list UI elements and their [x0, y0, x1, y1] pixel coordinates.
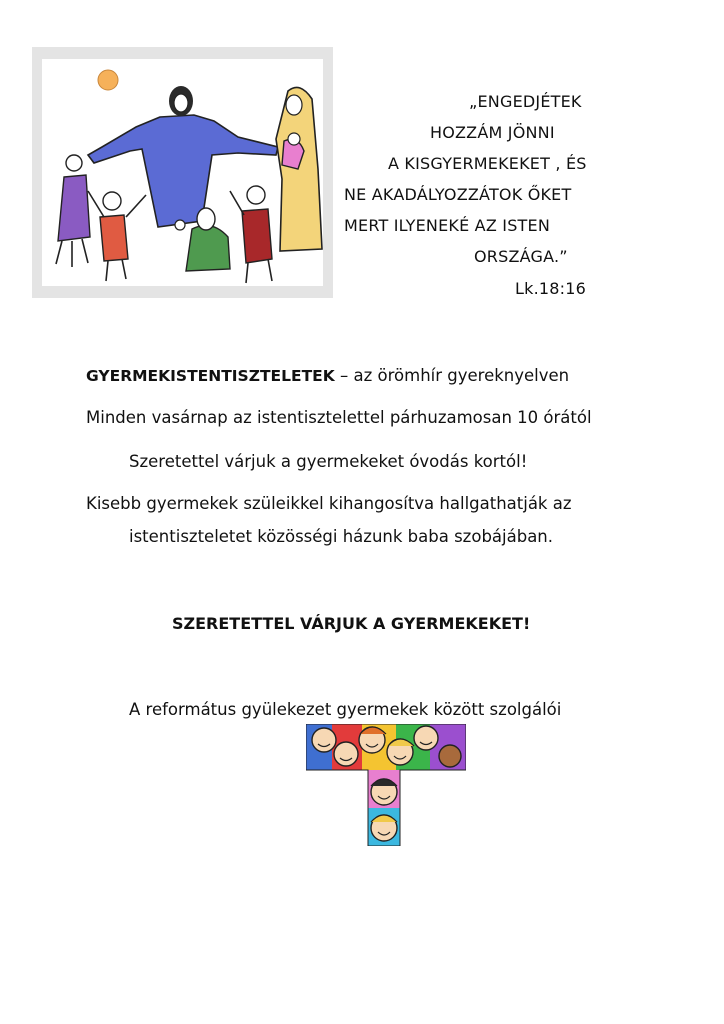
quote-line-4: NE AKADÁLYOZZÁTOK ŐKET: [344, 185, 572, 204]
intro-subtitle: – az örömhír gyereknyelven: [334, 366, 570, 385]
welcome-line: Szeretettel várjuk a gyermekeket óvodás kortól!: [129, 452, 528, 471]
quote-line-3: A KISGYERMEKEKET , ÉS: [388, 154, 587, 173]
quote-line-1: „ENGEDJÉTEK: [469, 92, 582, 111]
schedule-line: Minden vasárnap az istentisztelettel párhuzamosan 10 órától: [86, 408, 592, 427]
child-green: [186, 225, 230, 271]
intro-line: [86, 366, 569, 385]
children-cross-illustration: [306, 724, 466, 846]
child-red: [100, 215, 128, 261]
small-children-line-2: istentiszteletet közösségi házunk baba szobájában.: [129, 527, 554, 546]
signature: A református gyülekezet gyermekek között szolgálói: [129, 700, 562, 719]
jesus-children-illustration: [42, 59, 323, 286]
children-cross-drawing: [306, 724, 466, 846]
flower-icon: [175, 220, 185, 230]
headline: SZERETETTEL VÁRJUK A GYERMEKEKET!: [172, 614, 531, 633]
quote-line-6: ORSZÁGA.”: [474, 247, 568, 266]
quote-reference: Lk.18:16: [515, 279, 586, 298]
jesus-children-illustration-frame: [32, 47, 333, 298]
quote-line-5: MERT ILYENEKÉ AZ ISTEN: [344, 216, 551, 235]
child-darkred: [242, 209, 272, 263]
quote-line-2: HOZZÁM JÖNNI: [430, 123, 555, 142]
small-children-line-1: Kisebb gyermekek szüleikkel kihangosítva hallgathatják az: [86, 494, 572, 513]
intro-title: GYERMEKISTENTISZTELETEK: [86, 367, 335, 385]
sun-icon: [98, 70, 118, 90]
child-purple: [58, 175, 90, 241]
jesus-children-drawing: [42, 59, 323, 286]
